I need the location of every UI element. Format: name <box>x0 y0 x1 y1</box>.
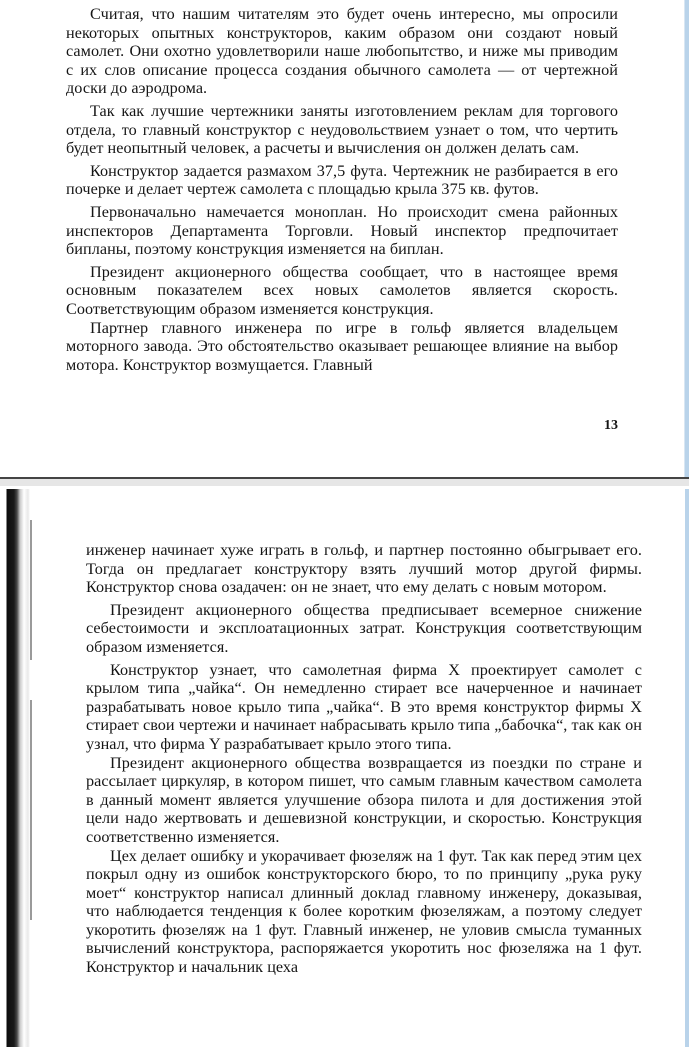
page-gap <box>0 479 689 486</box>
paragraph: Президент акционерного общества возвращается из поездки по стране и рассылает циркуляр, в котором пишет, что самым главным качеством самолета в данный момент является улучшение обзора пилота и для достижения этой цели надо жертвовать и дешевизной конструкции, и скоростью. Конструкция соответственно изменяется. <box>86 753 642 846</box>
window-edge <box>685 489 689 1047</box>
page-number: 13 <box>604 418 618 433</box>
spine-streak <box>30 700 32 920</box>
paragraph: инженер начинает хуже играть в гольф, и партнер постоянно обыгрывает его. Тогда он предлагает конструктору взять лучший мотор другой фирмы. Конструктор снова озадачен: он не знает, что ему делать с новым мотором. <box>86 541 642 597</box>
paragraph: Считая, что нашим читателям это будет очень интересно, мы опросили некоторых опытных конструкторов, каким образом они создают новый самолет. Они охотно удовлетворили наше любопытство, и ниже мы приводим с их слов описание процесса создания обычного самолета — от чертежной доски до аэродрома. <box>66 5 618 98</box>
bottom-page-text <box>86 541 642 977</box>
paragraph: Цех делает ошибку и укорачивает фюзеляж на 1 фут. Так как перед этим цех покрыл одну из ошибок конструкторского бюро, то по принципу „рука руку моет“ конструктор написал длинный доклад главному инженеру, доказывая, что наблюдается тенденция к более коротким фюзеляжам, а поэтому следует укоротить фюзеляж на 1 фут. Главный инженер, не уловив смысла туманных вычислений конструктора, распоряжается укоротить нос фюзеляжа на 1 фут. Конструктор и начальник цеха <box>86 846 642 977</box>
paragraph: Первоначально намечается моноплан. Но происходит смена районных инспекторов Департамента Торговли. Новый инспектор предпочитает бипланы, поэтому конструкция изменяется на биплан. <box>66 202 618 259</box>
spine-streak <box>30 520 32 660</box>
bottom-page-scan <box>0 486 689 1047</box>
paragraph: Президент акционерного общества сообщает, что в настоящее время основным показателем всех новых самолетов является скорость. Соответствующим образом изменяется конструкция. <box>66 262 618 318</box>
paragraph: Так как лучшие чертежники заняты изготовлением реклам для торгового отдела, то главный конструктор с неудовольствием узнает о том, что чертить будет неопытный человек, а расчеты и вычисления он должен делать сам. <box>66 101 618 158</box>
paragraph: Президент акционерного общества предписывает всемерное снижение себестоимости и эксплоатационных затрат. Конструкция соответствующим образом изменяется. <box>86 600 642 656</box>
paragraph: Конструктор узнает, что самолетная фирма X проектирует самолет с крылом типа „чайка“. Он немедленно стирает все начерченное и начинает разрабатывать новое крыло типа „чайка“. В это время конструктор фирмы X стирает свои чертежи и начинает набрасывать крыло типа „бабочка“, так как он узнал, что фирма Y разрабатывает крыло этого типа. <box>86 660 642 753</box>
top-page-text <box>66 5 618 374</box>
paragraph: Партнер главного инженера по игре в гольф является владельцем моторного завода. Это обстоятельство оказывает решающее влияние на выбор мотора. Конструктор возмущается. Главный <box>66 318 618 374</box>
paragraph: Конструктор задается размахом 37,5 фута. Чертежник не разбирается в его почерке и делает чертеж самолета с площадью крыла 375 кв. футов. <box>66 161 618 199</box>
book-spine-shadow <box>0 489 42 1047</box>
top-page-scan <box>0 0 689 478</box>
window-edge <box>684 0 689 478</box>
